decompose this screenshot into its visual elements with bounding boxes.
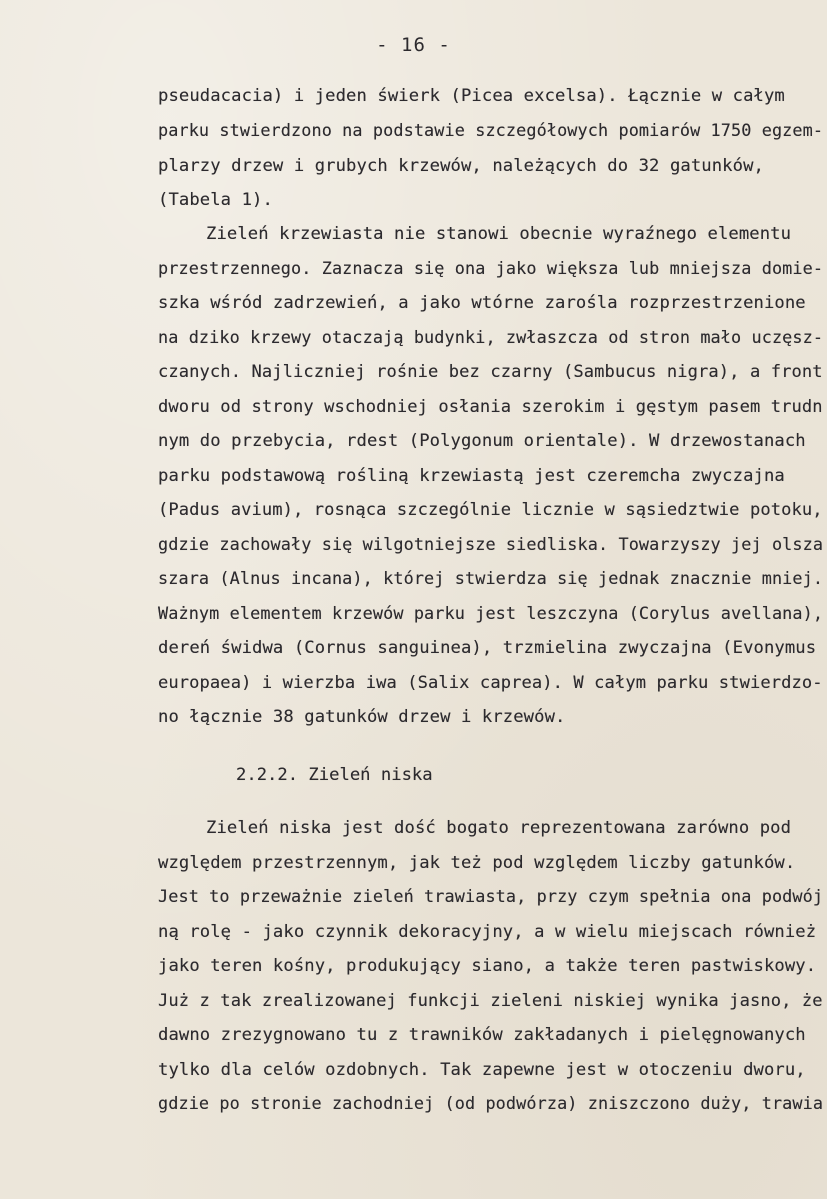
text-line: Zieleń niska jest dość bogato reprezentowana zarówno pod	[206, 818, 792, 838]
section-heading: 2.2.2. Zieleń niska	[236, 765, 433, 785]
text-line: pseudacacia) i jeden świerk (Picea excelsa). Łącznie w całym	[158, 86, 785, 106]
text-line: (Padus avium), rosnąca szczególnie licznie w sąsiedztwie potoku,	[158, 500, 823, 520]
text-line: Ważnym elementem krzewów parku jest leszczyna (Corylus avellana),	[158, 604, 824, 624]
text-line: no łącznie 38 gatunków drzew i krzewów.	[158, 707, 566, 727]
text-line: (Tabela 1).	[158, 190, 273, 210]
text-line: jako teren kośny, produkujący siano, a także teren pastwiskowy.	[158, 956, 817, 976]
text-line: na dziko krzewy otaczają budynki, zwłaszcza od stron mało uczęsz-	[158, 328, 824, 348]
text-line: względem przestrzennym, jak też pod względem liczby gatunków.	[158, 853, 796, 873]
text-line: tylko dla celów ozdobnych. Tak zapewne jest w otoczeniu dworu,	[158, 1060, 806, 1080]
text-line: czanych. Najliczniej rośnie bez czarny (Sambucus nigra), a front	[158, 362, 823, 382]
text-line: ną rolę - jako czynnik dekoracyjny, a w wielu miejscach również	[158, 922, 817, 942]
text-line: dworu od strony wschodniej osłania szerokim i gęstym pasem trudn	[158, 397, 823, 417]
text-line: dawno zrezygnowano tu z trawników zakładanych i pielęgnowanych	[158, 1025, 806, 1045]
text-line: przestrzennego. Zaznacza się ona jako większa lub mniejsza domie-	[158, 259, 824, 279]
text-line: parku podstawową rośliną krzewiastą jest czeremcha zwyczajna	[158, 466, 785, 486]
text-line: gdzie zachowały się wilgotniejsze siedliska. Towarzyszy jej olsza	[158, 535, 824, 555]
text-line: dereń świdwa (Cornus sanguinea), trzmielina zwyczajna (Evonymus	[158, 638, 817, 658]
text-line: europaea) i wierzba iwa (Salix caprea). W całym parku stwierdzo-	[158, 673, 823, 693]
text-line: Zieleń krzewiasta nie stanowi obecnie wyraźnego elementu	[206, 224, 792, 244]
text-line: gdzie po stronie zachodniej (od podwórza) zniszczono duży, trawia	[158, 1094, 824, 1114]
text-line: szka wśród zadrzewień, a jako wtórne zarośla rozprzestrzenione	[158, 293, 806, 313]
text-line: szara (Alnus incana), której stwierdza się jednak znacznie mniej.	[158, 569, 824, 589]
text-line: Jest to przeważnie zieleń trawiasta, przy czym spełnia ona podwój	[158, 887, 824, 907]
text-line: Już z tak zrealizowanej funkcji zieleni niskiej wynika jasno, że	[158, 991, 823, 1011]
text-line: plarzy drzew i grubych krzewów, należących do 32 gatunków,	[158, 156, 764, 176]
page-number: - 16 -	[376, 34, 451, 56]
text-line: nym do przebycia, rdest (Polygonum orientale). W drzewostanach	[158, 431, 806, 451]
text-line: parku stwierdzono na podstawie szczegółowych pomiarów 1750 egzem-	[158, 121, 824, 141]
